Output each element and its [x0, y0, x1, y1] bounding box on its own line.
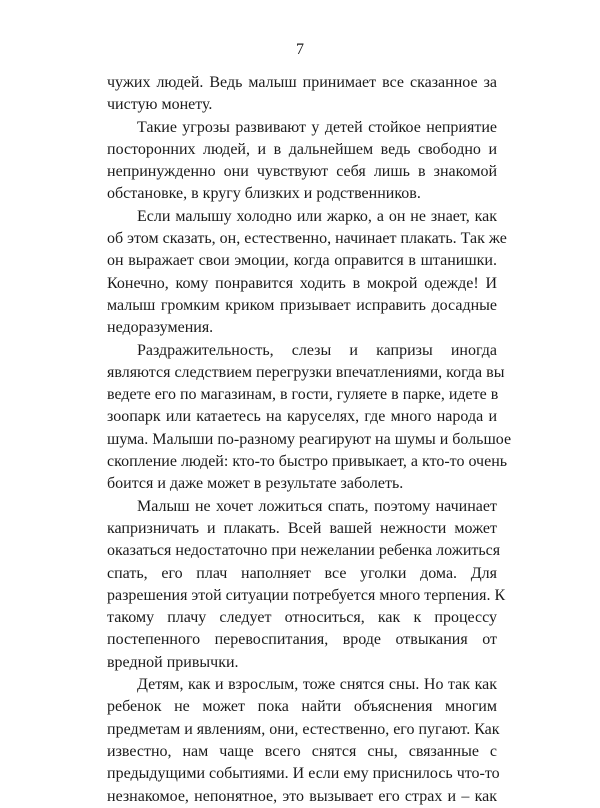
text-line: недоразумения.: [107, 319, 214, 337]
text-line: посторонних людей, и в дальнейшем ведь свободно и: [107, 140, 497, 158]
text-line: Детям, как и взрослым, тоже снятся сны. Но так как: [137, 676, 497, 694]
text-line: Малыш не хочет ложиться спать, поэтому начинает: [137, 497, 497, 515]
text-line: ведете его по магазинам, в гости, гуляете в парке, идете в: [107, 386, 499, 404]
text-line: оказаться недостаточно при нежелании ребенка ложиться: [107, 542, 501, 560]
text-line: шума. Малыши по-разному реагируют на шумы и большое: [107, 430, 512, 448]
text-line: Если малышу холодно или жарко, а он не знает, как: [137, 207, 497, 225]
text-line: разрешения этой ситуации потребуется много терпения. К: [107, 586, 506, 604]
text-line: спать, его плач наполняет все уголки дома. Для: [107, 564, 497, 582]
text-line: постепенного перевоспитания, вроде отвыкания от: [107, 631, 497, 649]
text-line: капризничать и плакать. Всей вашей нежности может: [107, 519, 497, 537]
text-line: чистую монету.: [107, 96, 213, 114]
text-line: непринужденно они чувствуют себя лишь в знакомой: [107, 163, 497, 181]
text-line: об этом сказать, он, естественно, начинает плакать. Так же: [107, 230, 507, 248]
body-text: [107, 72, 512, 808]
text-line: являются следствием перегрузки впечатлениями, когда вы: [107, 363, 505, 381]
text-line: известно, нам чаще всего снятся сны, связанные с: [107, 742, 497, 760]
text-line: малыш громким криком призывает исправить досадные: [107, 296, 497, 314]
text-line: чужих людей. Ведь малыш принимает все сказанное за: [107, 74, 497, 91]
text-line: предыдущими событиями. И если ему приснилось что-то: [107, 765, 500, 783]
text-line: незнакомое, непонятное, это вызывает его страх и – как: [107, 787, 497, 805]
text-line: ребенок не может пока найти объяснения многим: [107, 698, 497, 716]
text-line: Такие угрозы развивают у детей стойкое неприятие: [137, 118, 497, 136]
text-line: Раздражительность, слезы и капризы иногда: [137, 341, 497, 359]
text-line: боится и даже может в результате заболеть.: [107, 475, 404, 493]
text-line: скопление людей: кто-то быстро привыкает, а кто-то очень: [107, 453, 508, 471]
text-line: предметам и явлениям, они, естественно, его пугают. Как: [107, 720, 500, 738]
text-line: Конечно, кому понравится ходить в мокрой одежде! И: [107, 274, 497, 292]
page-number: 7: [296, 41, 304, 58]
text-line: вредной привычки.: [107, 653, 239, 671]
text-line: он выражает свои эмоции, когда оправится в штанишки.: [107, 252, 497, 270]
text-line: обстановке, в кругу близких и родственников.: [107, 185, 421, 203]
text-line: зоопарк или катаетесь на каруселях, где много народа и: [107, 408, 497, 426]
text-line: такому плачу следует относиться, как к процессу: [107, 609, 497, 627]
